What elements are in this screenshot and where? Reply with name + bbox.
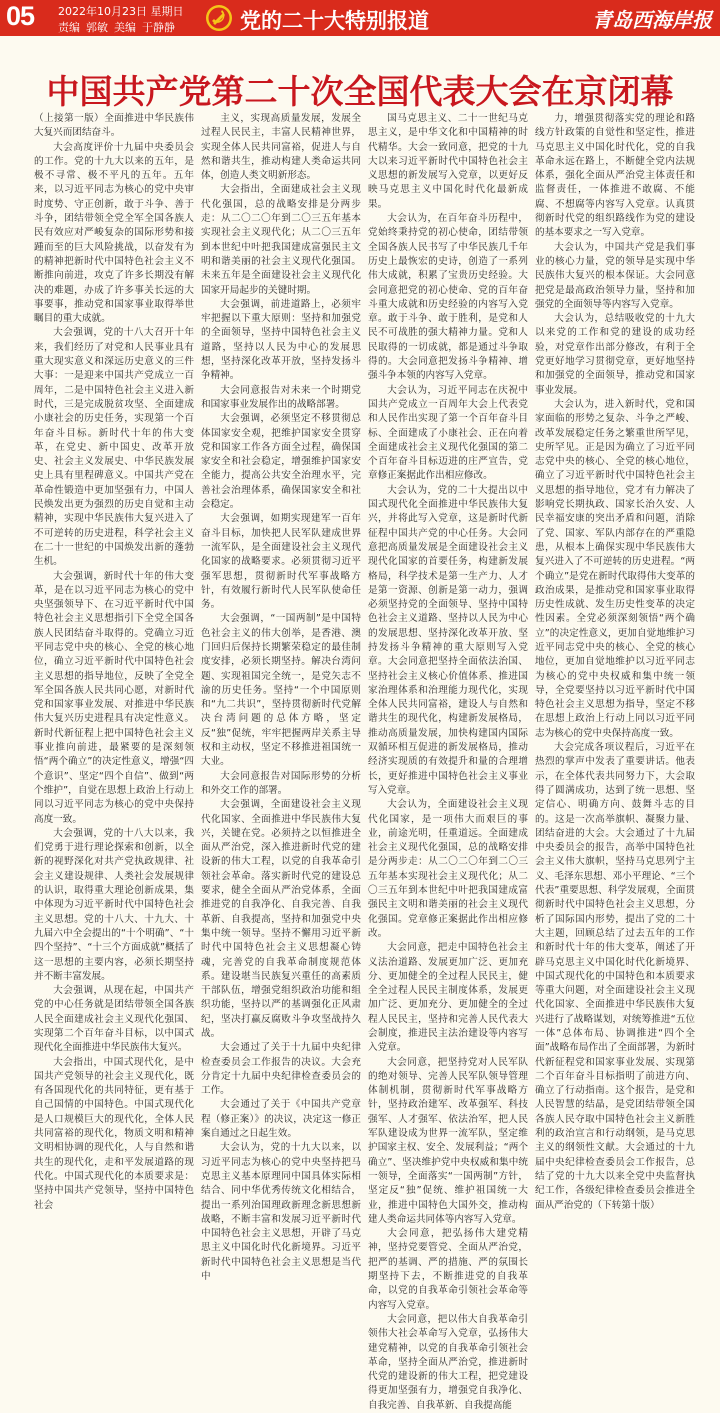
article-paragraph: 大会认为，总结吸收党的十九大以来党的工作和党的建设的成功经验，对党章作出部分修改，有利于全党更好地学习贯彻党章，更好地坚持和加强党的全面领导，推动党和国家事业发展。 [535, 313, 695, 396]
article-paragraph: 大会通过了关于《中国共产党章程（修正案）》的决议，决定这一修正案自通过之日起生效。 [201, 1099, 361, 1140]
article-column-2 [201, 112, 361, 1283]
article-paragraph: 大会认为，全面建设社会主义现代化国家，是一项伟大而艰巨的事业，前途光明，任重道远。全面建成社会主义现代化强国，总的战略安排是分两步走：从二〇二〇年到二〇三五年基本实现社会主义现代化；从二〇三五年到本世纪中叶把我国建成富强民主文明和谐美丽的社会主义现代化强国。党章修正案据此作出相应修改。 [368, 799, 528, 939]
article-paragraph: 大会认为，进入新时代，党和国家面临的形势之复杂、斗争之严峻、改革发展稳定任务之繁重世所罕见，史所罕见。正是因为确立了习近平同志党中央的核心、全党的核心地位，确立了习近平新时代中国特色社会主义思想的指导地位，党才有力解决了影响党长期执政、国家长治久安、人民幸福安康的突出矛盾和问题，消除了党、国家、军队内部存在的严重隐患，从根本上确保实现中华民族伟大复兴进入了不可逆转的历史进程。“两个确立”是党在新时代取得伟大变革的政治成果，是推动党和国家事业取得历史性成就、发生历史性变革的决定性因素。全党必须深刻领悟“两个确立”的决定性意义，更加自觉地维护习近平同志党中央的核心、全党的核心地位，更加自觉地维护以习近平同志为核心的党中央权威和集中统一领导，全党要坚持以习近平新时代中国特色社会主义思想为指导，坚定不移在思想上政治上行动上同以习近平同志为核心的党中央保持高度一致。 [535, 398, 695, 739]
article-paragraph: 大会强调，新时代十年的伟大变革，是在以习近平同志为核心的党中央坚强领导下、在习近平新时代中国特色社会主义思想指引下全党全国各族人民团结奋斗取得的。党确立习近平同志党中央的核心、全党的核心地位，确立习近平新时代中国特色社会主义思想的指导地位，反映了全党全军全国各族人民共同心愿，对新时代党和国家事业发展、对推进中华民族伟大复兴历史进程具有决定性意义。新时代新征程上把中国特色社会主义事业推向前进，最紧要的是深刻领悟“两个确立”的决定性意义，增强“四个意识”、坚定“四个自信”、做到“两个维护”，自觉在思想上政治上行动上同以习近平同志为核心的党中央保持高度一致。 [34, 570, 194, 825]
article-column-4 [535, 112, 695, 1211]
article-paragraph: 大会同意，把弘扬伟大建党精神，坚持党要管党、全面从严治党，把严的基调、严的措施、严的氛围长期坚持下去，不断推进党的自我革命，以党的自我革命引领社会革命等内容写入党章。 [368, 1228, 528, 1311]
article-body [34, 112, 695, 1411]
article-paragraph: 大会认为，在百年奋斗历程中，党始终秉持党的初心使命，团结带领全国各族人民书写了中华民族几千年历史上最恢宏的史诗，创造了一系列伟大成就，积累了宝贵历史经验。大会同意把党的初心使命、党的百年奋斗重大成就和历史经验的内容写入党章。敢于斗争、敢于胜利，是党和人民不可战胜的强大精神力量。党和人民取得的一切成就，都是通过斗争取得的。大会同意把发扬斗争精神、增强斗争本领的内容写入党章。 [368, 213, 528, 382]
editor-label: 责编 [58, 21, 80, 34]
article-paragraph: 国马克思主义、二十一世纪马克思主义，是中华文化和中国精神的时代精华。大会一致同意，把党的十九大以来习近平新时代中国特色社会主义思想的新发展写入党章，以更好反映马克思主义中国化时代化最新成果。 [368, 113, 528, 210]
article-paragraph: 大会指出，全面建成社会主义现代化强国，总的战略安排是分两步走：从二〇二〇年到二〇三五年基本实现社会主义现代化；从二〇三五年到本世纪中叶把我国建成富强民主文明和谐美丽的社会主义现代化强国。未来五年是全面建设社会主义现代化国家开局起步的关键时期。 [201, 184, 361, 296]
article-paragraph: 大会认为，党的十九大以来，以习近平同志为核心的党中央坚持把马克思主义基本原理同中国具体实际相结合、同中华优秀传统文化相结合，提出一系列治国理政新理念新思想新战略，不断丰富和发展习近平新时代中国特色社会主义思想，开辟了马克思主义中国化时代化新境界。习近平新时代中国特色社会主义思想是当代中 [201, 1142, 361, 1283]
newspaper-masthead: 青岛西海岸报 [592, 8, 712, 32]
article-paragraph: 大会认为，习近平同志在庆祝中国共产党成立一百周年大会上代表党和人民作出实现了第一个百年奋斗目标、全面建成了小康社会、正在向着全面建成社会主义现代化强国的第二个百年奋斗目标迈进的庄严宣告，党章修正案据此作出相应修改。 [368, 384, 528, 482]
proofreader-name: 于静静 [142, 21, 175, 34]
page-header-bar [0, 0, 720, 36]
article-paragraph: 大会同意报告对国际形势的分析和外交工作的部署。 [201, 770, 361, 796]
article-paragraph: 大会同意，把坚持党对人民军队的绝对领导、完善人民军队领导管理体制机制，贯彻新时代军事战略方针，坚持政治建军、改革强军、科技强军、人才强军、依法治军，把人民军队建设成为世界一流军队，坚定维护国家主权、安全、发展利益；“两个确立”、坚决维护党中央权威和集中统一领导，全面落实“一国两制”方针，坚定反“独”促统、维护祖国统一大业，推进中国特色大国外交，推动构建人类命运共同体等内容写入党章。 [368, 1056, 528, 1225]
article-paragraph: 大会强调，从现在起，中国共产党的中心任务就是团结带领全国各族人民全面建成社会主义现代化强国、实现第二个百年奋斗目标，以中国式现代化全面推进中华民族伟大复兴。 [34, 985, 194, 1054]
article-paragraph: 大会强调，如期实现建军一百年奋斗目标，加快把人民军队建成世界一流军队，是全面建设社会主义现代化国家的战略要求。必须贯彻习近平强军思想，贯彻新时代军事战略方针，有效履行新时代人民军队使命任务。 [201, 513, 361, 611]
designer-label: 美编 [114, 21, 136, 34]
article-paragraph: 大会通过了关于十九届中央纪律检查委员会工作报告的决议。大会充分肯定十九届中央纪律检查委员会的工作。 [201, 1042, 361, 1097]
article-paragraph: （上接第一版）全面推进中华民族伟大复兴而团结奋斗。 [34, 113, 194, 139]
party-emblem-icon [205, 4, 233, 32]
section-title: 党的二十大特别报道 [240, 9, 429, 33]
article-paragraph: 大会同意，把走中国特色社会主义法治道路、发展更加广泛、更加充分、更加健全的全过程人民民主，健全全过程人民民主制度体系，发展更加广泛、更加充分、更加健全的全过程人民民主，坚持和完善人民代表大会制度，推进民主法治建设等内容写入党章。 [368, 942, 528, 1054]
article-column-3 [368, 112, 528, 1411]
article-paragraph: 大会强调，党的十八大召开十年来，我们经历了对党和人民事业具有重大现实意义和深远历史意义的三件大事：一是迎来中国共产党成立一百周年，二是中国特色社会主义进入新时代，三是完成脱贫攻坚、全面建成小康社会的历史任务，实现第一个百年奋斗目标。新时代十年的伟大变革，在党史、新中国史、改革开放史、社会主义发展史、中华民族发展史上具有里程碑意义。中国共产党在革命性锻造中更加坚强有力，中国人民焕发出更为强烈的历史自觉和主动精神，实现中华民族伟大复兴进入了不可逆转的历史进程，科学社会主义在二十一世纪的中国焕发出新的蓬勃生机。 [34, 327, 194, 568]
article-paragraph: 主义，实现高质量发展，发展全过程人民民主，丰富人民精神世界，实现全体人民共同富裕，促进人与自然和谐共生，推动构建人类命运共同体，创造人类文明新形态。 [201, 113, 361, 182]
article-paragraph: 大会完成各项议程后，习近平在热烈的掌声中发表了重要讲话。他表示，在全体代表共同努力下，大会取得了圆满成功，达到了统一思想、坚定信心、明确方向、鼓舞斗志的目的。这是一次高举旗帜、凝聚力量、团结奋进的大会。大会通过了十九届中央委员会的报告，高举中国特色社会主义伟大旗帜，坚持马克思列宁主义、毛泽东思想、邓小平理论、“三个代表”重要思想、科学发展观，全面贯彻新时代中国特色社会主义思想，分析了国际国内形势，提出了党的二十大主题，回顾总结了过去五年的工作和新时代十年的伟大变革，阐述了开辟马克思主义中国化时代化新境界、中国式现代化的中国特色和本质要求等重大问题，对全面建设社会主义现代化国家、全面推进中华民族伟大复兴进行了战略谋划，对统筹推进“五位一体”总体布局、协调推进“四个全面”战略布局作出了全面部署，为新时代新征程党和国家事业发展、实现第二个百年奋斗目标指明了前进方向、确立了行动指南。这个报告，是党和人民智慧的结晶，是党团结带领全国各族人民夺取中国特色社会主义新胜利的政治宣言和行动纲领，是马克思主义的纲领性文献。大会通过的十九届中央纪律检查委员会工作报告，总结了党的十九大以来全党中央监督执纪工作，各级纪律检查委员会推进全面从严治党的（下转第十版） [535, 742, 695, 1211]
article-paragraph: 力，增强贯彻落实党的理论和路线方针政策的自觉性和坚定性，推进马克思主义中国化时代化，党的自我革命永远在路上，不断健全党内法规体系，强化全面从严治党主体责任和监督责任，一体推进不敢腐、不能腐、不想腐等内容写入党章。认真贯彻新时代党的组织路线作为党的建设的基本要求之一写入党章。 [535, 113, 695, 239]
article-paragraph: 大会认为，中国共产党是我们事业的核心力量，党的领导是实现中华民族伟大复兴的根本保证。大会同意把党是最高政治领导力量，坚持和加强党的全面领导等内容写入党章。 [535, 241, 695, 310]
article-paragraph: 大会同意，把以伟大自我革命引领伟大社会革命写入党章，弘扬伟大建党精神，以党的自我革命引领社会革命，坚持全面从严治党，推进新时代党的建设新的伟大工程，把党建设得更加坚强有力，增强党自我净化、自我完善、自我革新、自我提高能 [368, 1313, 528, 1411]
article-paragraph: 大会强调，党的十八大以来，我们党勇于进行理论探索和创新，以全新的视野深化对共产党执政规律、社会主义建设规律、人类社会发展规律的认识，取得重大理论创新成果，集中体现为习近平新时代中国特色社会主义思想。党的十八大、十九大、十九届六中全会提出的“十个明确”、“十四个坚持”、“十三个方面成就”概括了这一思想的主要内容，必须长期坚持并不断丰富发展。 [34, 827, 194, 982]
article-paragraph: 大会强调，必须坚定不移贯彻总体国家安全观，把维护国家安全贯穿党和国家工作各方面全过程，确保国家安全和社会稳定，增强维护国家安全能力，提高公共安全治理水平，完善社会治理体系，确保国家安全和社会稳定。 [201, 413, 361, 511]
date-line [58, 3, 184, 19]
article-paragraph: 大会强调，“一国两制”是中国特色社会主义的伟大创举，是香港、澳门回归后保持长期繁荣稳定的最佳制度安排，必须长期坚持。解决台湾问题、实现祖国完全统一，是党矢志不渝的历史任务。坚持“一个中国原则和“九二共识”，坚持贯彻新时代党解决台湾问题的总体方略，坚定反“独”促统，牢牢把握两岸关系主导权和主动权，坚定不移推进祖国统一大业。 [201, 613, 361, 768]
article-paragraph: 大会指出，中国式现代化，是中国共产党领导的社会主义现代化，既有各国现代化的共同特征，更有基于自己国情的中国特色。中国式现代化是人口规模巨大的现代化，全体人民共同富裕的现代化，物质文明和精神文明相协调的现代化，人与自然和谐共生的现代化，走和平发展道路的现代化。中国式现代化的本质要求是：坚持中国共产党领导，坚持中国特色社会 [34, 1056, 194, 1211]
issue-weekday: 星期日 [150, 5, 184, 18]
page-number: 05 [6, 1, 35, 31]
article-paragraph: 大会强调，前进道路上，必须牢牢把握以下重大原则：坚持和加强党的全面领导，坚持中国特色社会主义道路，坚持以人民为中心的发展思想，坚持深化改革开放，坚持发扬斗争精神。 [201, 298, 361, 382]
article-paragraph: 大会同意报告对未来一个时期党和国家事业发展作出的战略部署。 [201, 384, 361, 410]
article-column-1 [34, 112, 194, 1211]
editor-name: 郭敏 [86, 21, 108, 34]
issue-date: 2022年10月23日 [58, 5, 147, 18]
editors-line [58, 19, 181, 35]
article-paragraph: 大会强调，全面建设社会主义现代化国家、全面推进中华民族伟大复兴，关键在党。必须持之以恒推进全面从严治党，深入推进新时代党的建设新的伟大工程，以党的自我革命引领社会革命。落实新时代党的建设总要求，健全全面从严治党体系，全面推进党的自我净化、自我完善、自我革新、自我提高，坚持和加强党中央集中统一领导。坚持不懈用习近平新时代中国特色社会主义思想凝心铸魂，完善党的自我革命制度规范体系。建设堪当民族复兴重任的高素质干部队伍，增强党组织政治功能和组织功能，坚持以严的基调强化正风肃纪，坚决打赢反腐败斗争攻坚战持久战。 [201, 799, 361, 1039]
article-paragraph: 大会高度评价十九届中央委员会的工作。党的十九大以来的五年，是极不寻常、极不平凡的五年。五年来，以习近平同志为核心的党中央审时度势、守正创新，敢于斗争、善于斗争，团结带领全党全军全国各族人民有效应对严峻复杂的国际形势和接踵而至的巨大风险挑战，以奋发有为的精神把新时代中国特色社会主义不断推向前进，攻克了许多长期没有解决的难题，办成了许多事关长远的大事要事，推动党和国家事业取得举世瞩目的重大成就。 [34, 141, 194, 325]
article-paragraph: 大会认为，党的二十大提出以中国式现代化全面推进中华民族伟大复兴，并将此写入党章，这是新时代新征程中国共产党的中心任务。大会同意把高质量发展是全面建设社会主义现代化国家的首要任务，构建新发展格局，科学技术是第一生产力、人才是第一资源、创新是第一动力，强调必须坚持党的全面领导、坚持中国特色社会主义道路、坚持以人民为中心的发展思想、坚持深化改革开放、坚持发扬斗争精神的重大原则写入党章。大会同意把坚持全面依法治国、坚持社会主义核心价值体系、推进国家治理体系和治理能力现代化，实现全体人民共同富裕，建设人与自然和谐共生的现代化，构建新发展格局，推动高质量发展，加快构建国内国际双循环相互促进的新发展格局，推动经济实现质的有效提升和量的合理增长，更好推进中国特色社会主义事业写入党章。 [368, 484, 528, 796]
article-headline: 中国共产党第二十次全国代表大会在京闭幕 [46, 72, 674, 111]
